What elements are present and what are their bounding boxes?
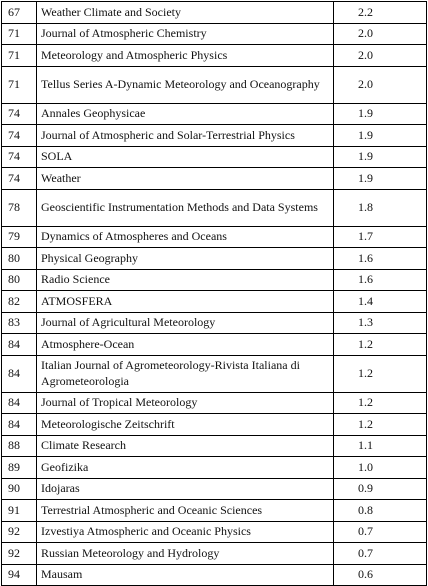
rank-cell: 71 — [2, 66, 37, 103]
table-row — [2, 125, 427, 147]
table-row — [2, 564, 427, 586]
table-row — [2, 146, 427, 168]
rank-cell: 84 — [2, 334, 37, 356]
impact-factor-cell: 0.7 — [334, 543, 427, 565]
table-row — [2, 392, 427, 414]
rank-cell: 84 — [2, 414, 37, 436]
table-body — [2, 2, 427, 586]
rank-cell: 84 — [2, 355, 37, 392]
journal-cell: Russian Meteorology and Hydrology — [37, 543, 334, 565]
table-row — [2, 103, 427, 125]
table-row — [2, 478, 427, 500]
table-row — [2, 312, 427, 334]
journal-cell: Journal of Tropical Meteorology — [37, 392, 334, 414]
table-row — [2, 500, 427, 522]
rank-cell: 74 — [2, 168, 37, 190]
journal-cell: Weather Climate and Society — [37, 2, 334, 24]
rank-cell: 92 — [2, 521, 37, 543]
impact-factor-cell: 1.9 — [334, 146, 427, 168]
rank-cell: 71 — [2, 45, 37, 67]
impact-factor-cell: 1.2 — [334, 414, 427, 436]
rank-cell: 89 — [2, 457, 37, 479]
table-row — [2, 66, 427, 103]
table-row — [2, 226, 427, 248]
impact-factor-cell: 1.6 — [334, 269, 427, 291]
table-row — [2, 355, 427, 392]
journal-cell: Tellus Series A-Dynamic Meteorology and Oceanography — [37, 66, 334, 103]
rank-cell: 83 — [2, 312, 37, 334]
table-row — [2, 2, 427, 24]
table-row — [2, 521, 427, 543]
table-row — [2, 334, 427, 356]
table-row — [2, 291, 427, 313]
journal-cell: Italian Journal of Agrometeorology-Rivista Italiana di Agrometeorologia — [37, 355, 334, 392]
journal-cell: ATMOSFERA — [37, 291, 334, 313]
impact-factor-cell: 1.9 — [334, 103, 427, 125]
journal-cell: Meteorology and Atmospheric Physics — [37, 45, 334, 67]
impact-factor-cell: 1.2 — [334, 392, 427, 414]
impact-factor-cell: 1.8 — [334, 189, 427, 226]
rank-cell: 91 — [2, 500, 37, 522]
journal-cell: Atmosphere-Ocean — [37, 334, 334, 356]
rank-cell: 78 — [2, 189, 37, 226]
journal-cell: Annales Geophysicae — [37, 103, 334, 125]
table-row — [2, 45, 427, 67]
impact-factor-cell: 1.6 — [334, 248, 427, 270]
rank-cell: 90 — [2, 478, 37, 500]
impact-factor-cell: 0.6 — [334, 564, 427, 586]
journal-cell: Idojaras — [37, 478, 334, 500]
table-row — [2, 248, 427, 270]
impact-factor-cell: 1.7 — [334, 226, 427, 248]
table-row — [2, 189, 427, 226]
impact-factor-cell: 0.9 — [334, 478, 427, 500]
table-row — [2, 457, 427, 479]
journal-cell: Physical Geography — [37, 248, 334, 270]
rank-cell: 80 — [2, 269, 37, 291]
journal-cell: Terrestrial Atmospheric and Oceanic Sciences — [37, 500, 334, 522]
table-row — [2, 269, 427, 291]
journal-cell: Weather — [37, 168, 334, 190]
impact-factor-cell: 2.0 — [334, 23, 427, 45]
journal-cell: Journal of Agricultural Meteorology — [37, 312, 334, 334]
journal-ranking-table — [1, 1, 427, 586]
rank-cell: 67 — [2, 2, 37, 24]
impact-factor-cell: 1.2 — [334, 355, 427, 392]
journal-cell: Radio Science — [37, 269, 334, 291]
rank-cell: 84 — [2, 392, 37, 414]
rank-cell: 79 — [2, 226, 37, 248]
impact-factor-cell: 1.1 — [334, 435, 427, 457]
rank-cell: 74 — [2, 125, 37, 147]
rank-cell: 94 — [2, 564, 37, 586]
table-row — [2, 414, 427, 436]
rank-cell: 82 — [2, 291, 37, 313]
journal-cell: Journal of Atmospheric Chemistry — [37, 23, 334, 45]
impact-factor-cell: 0.8 — [334, 500, 427, 522]
journal-cell: SOLA — [37, 146, 334, 168]
rank-cell: 92 — [2, 543, 37, 565]
journal-cell: Geofizika — [37, 457, 334, 479]
journal-cell: Dynamics of Atmospheres and Oceans — [37, 226, 334, 248]
table-row — [2, 168, 427, 190]
journal-cell: Mausam — [37, 564, 334, 586]
rank-cell: 88 — [2, 435, 37, 457]
journal-cell: Meteorologische Zeitschrift — [37, 414, 334, 436]
impact-factor-cell: 2.2 — [334, 2, 427, 24]
journal-cell: Climate Research — [37, 435, 334, 457]
rank-cell: 74 — [2, 146, 37, 168]
rank-cell: 71 — [2, 23, 37, 45]
impact-factor-cell: 1.9 — [334, 168, 427, 190]
impact-factor-cell: 1.9 — [334, 125, 427, 147]
rank-cell: 74 — [2, 103, 37, 125]
journal-cell: Journal of Atmospheric and Solar-Terrestrial Physics — [37, 125, 334, 147]
impact-factor-cell: 1.2 — [334, 334, 427, 356]
impact-factor-cell: 0.7 — [334, 521, 427, 543]
journal-cell: Izvestiya Atmospheric and Oceanic Physics — [37, 521, 334, 543]
impact-factor-cell: 1.3 — [334, 312, 427, 334]
impact-factor-cell: 2.0 — [334, 66, 427, 103]
table-row — [2, 543, 427, 565]
impact-factor-cell: 2.0 — [334, 45, 427, 67]
table-row — [2, 23, 427, 45]
table-row — [2, 435, 427, 457]
impact-factor-cell: 1.4 — [334, 291, 427, 313]
journal-cell: Geoscientific Instrumentation Methods and Data Systems — [37, 189, 334, 226]
impact-factor-cell: 1.0 — [334, 457, 427, 479]
rank-cell: 80 — [2, 248, 37, 270]
